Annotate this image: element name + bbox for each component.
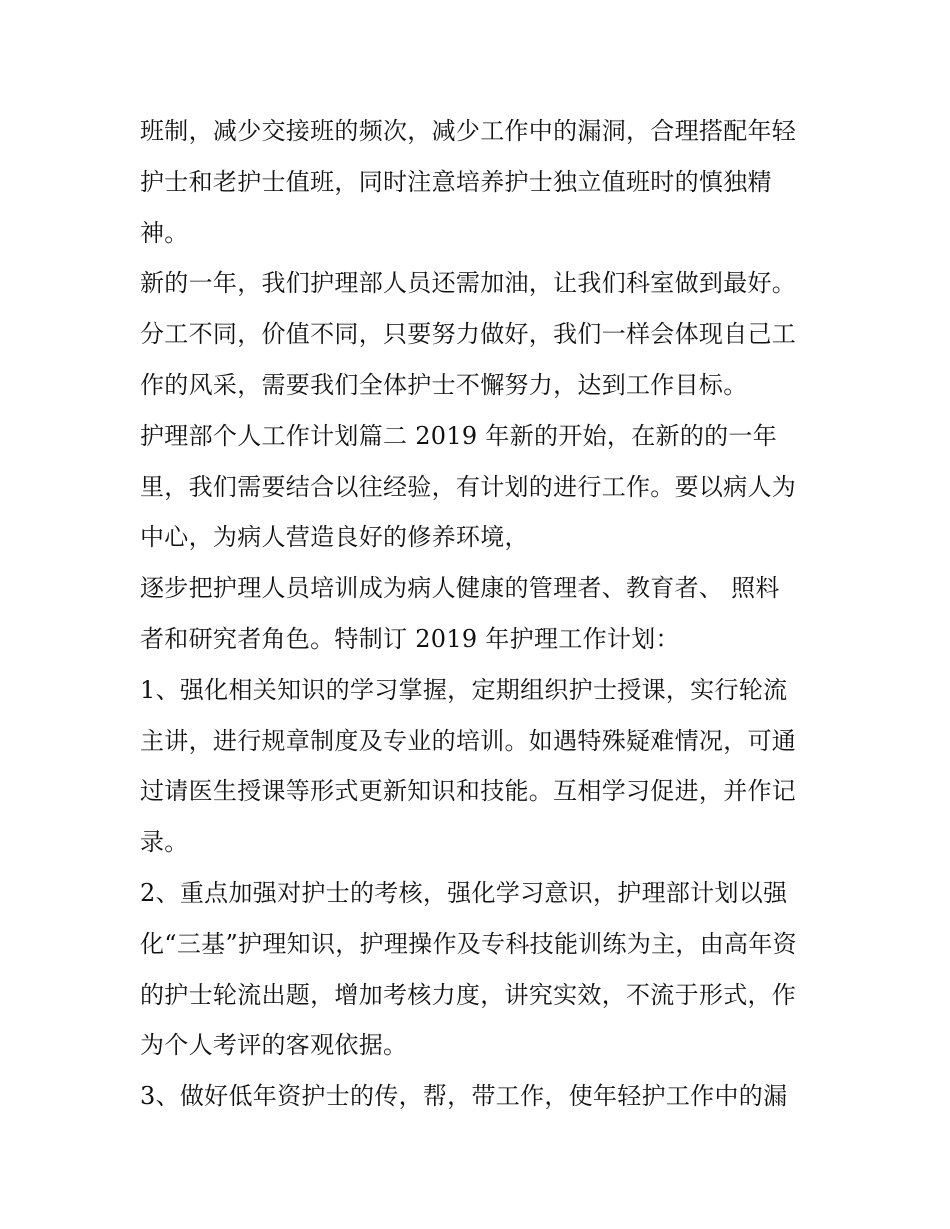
text-line: 1、强化相关知识的学习掌握，定期组织护士授课，实行轮流 <box>140 675 788 704</box>
text-line: 班制，减少交接班的频次，减少工作中的漏洞，合理搭配年轻 <box>140 117 797 145</box>
text-line: 3、做好低年资护士的传，帮，带工作，使年轻护工作中的漏 <box>140 1082 788 1111</box>
text-line: 过请医生授课等形式更新知识和技能。互相学习促进，并作记 <box>140 777 797 806</box>
text-line: 神。 <box>140 218 189 247</box>
text-line: 里，我们需要结合以往经验，有计划的进行工作。要以病人为 <box>140 472 797 501</box>
text-line: 为个人考评的客观依据。 <box>140 1031 408 1060</box>
text-line: 录。 <box>140 828 189 857</box>
text-line: 中心，为病人营造良好的修养环境， <box>140 523 529 552</box>
text-line: 主讲，进行规章制度及专业的培训。如遇特殊疑难情况，可通 <box>140 726 797 755</box>
text-line: 化“三基”护理知识，护理操作及专科技能训练为主，由高年资 <box>140 929 797 958</box>
document-body <box>140 106 830 1122</box>
text-line: 2、重点加强对护士的考核，强化学习意识，护理部计划以强 <box>140 878 788 907</box>
text-line: 逐步把护理人员培训成为病人健康的管理者、教育者、 照料 <box>140 574 780 603</box>
text-line: 作的风采，需要我们全体护士不懈努力，达到工作目标。 <box>140 370 748 399</box>
text-line: 的护士轮流出题，增加考核力度，讲究实效，不流于形式，作 <box>140 980 797 1009</box>
text-line: 新的一年，我们护理部人员还需加油，让我们科室做到最好。 <box>140 269 797 298</box>
text-line: 者和研究者角色。特制订 2019 年护理工作计划： <box>140 624 680 653</box>
text-line: 分工不同，价值不同，只要努力做好，我们一样会体现自己工 <box>140 320 797 349</box>
text-line: 护士和老护士值班，同时注意培养护士独立值班时的慎独精 <box>140 167 772 196</box>
text-line: 护理部个人工作计划篇二 2019 年新的开始，在新的的一年 <box>140 421 778 450</box>
